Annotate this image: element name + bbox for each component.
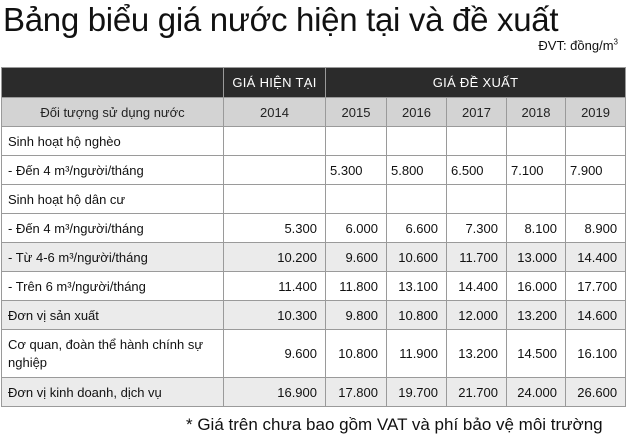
price-cell: 13.100 <box>387 272 447 301</box>
price-table <box>1 67 626 407</box>
unit-text: ĐVT: đồng/m <box>538 38 614 53</box>
table-body <box>2 127 626 407</box>
price-cell: 16.900 <box>224 378 326 407</box>
price-cell: 6.500 <box>447 156 507 185</box>
page-title: Bảng biểu giá nước hiện tại và đề xuất <box>3 1 559 38</box>
price-cell <box>326 185 387 214</box>
header-year: 2016 <box>387 98 447 127</box>
price-cell <box>447 127 507 156</box>
price-cell <box>566 185 626 214</box>
price-cell <box>224 185 326 214</box>
row-label: Cơ quan, đoàn thể hành chính sự nghiệp <box>2 330 224 378</box>
table-row <box>2 378 626 407</box>
price-cell: 14.400 <box>447 272 507 301</box>
row-label: - Đến 4 m³/người/tháng <box>2 156 224 185</box>
table-row <box>2 156 626 185</box>
price-cell: 21.700 <box>447 378 507 407</box>
header-subject: Đối tượng sử dụng nước <box>2 98 224 127</box>
table-row <box>2 127 626 156</box>
price-cell <box>507 127 566 156</box>
price-cell: 14.400 <box>566 243 626 272</box>
price-cell <box>224 156 326 185</box>
price-cell <box>224 127 326 156</box>
price-cell: 14.600 <box>566 301 626 330</box>
price-cell: 10.800 <box>387 301 447 330</box>
table-row <box>2 272 626 301</box>
price-cell: 14.500 <box>507 330 566 378</box>
price-cell: 16.000 <box>507 272 566 301</box>
unit-superscript: 3 <box>613 37 618 47</box>
unit-label <box>538 38 618 54</box>
header-blank-cell <box>2 68 224 98</box>
price-cell: 13.200 <box>507 301 566 330</box>
table-row <box>2 243 626 272</box>
price-cell: 10.300 <box>224 301 326 330</box>
price-cell: 13.000 <box>507 243 566 272</box>
price-cell: 24.000 <box>507 378 566 407</box>
price-cell: 10.800 <box>326 330 387 378</box>
price-cell <box>507 185 566 214</box>
header-year: 2018 <box>507 98 566 127</box>
price-cell <box>326 127 387 156</box>
header-current-price: GIÁ HIỆN TẠI <box>224 68 326 98</box>
price-table-container <box>0 67 626 407</box>
price-cell <box>447 185 507 214</box>
price-cell: 9.600 <box>326 243 387 272</box>
price-cell: 17.700 <box>566 272 626 301</box>
price-cell <box>566 127 626 156</box>
header-year: 2015 <box>326 98 387 127</box>
row-label: - Trên 6 m³/người/tháng <box>2 272 224 301</box>
price-cell: 11.900 <box>387 330 447 378</box>
price-cell: 7.300 <box>447 214 507 243</box>
price-cell: 5.800 <box>387 156 447 185</box>
price-cell <box>387 127 447 156</box>
price-cell: 12.000 <box>447 301 507 330</box>
table-row <box>2 330 626 378</box>
row-label: Sinh hoạt hộ nghèo <box>2 127 224 156</box>
price-cell: 11.800 <box>326 272 387 301</box>
price-cell: 6.600 <box>387 214 447 243</box>
price-cell: 11.400 <box>224 272 326 301</box>
price-cell: 5.300 <box>326 156 387 185</box>
price-cell: 9.800 <box>326 301 387 330</box>
price-cell: 19.700 <box>387 378 447 407</box>
price-cell: 9.600 <box>224 330 326 378</box>
price-cell: 8.100 <box>507 214 566 243</box>
row-label: - Từ 4-6 m³/người/tháng <box>2 243 224 272</box>
row-label: Đơn vị kinh doanh, dịch vụ <box>2 378 224 407</box>
row-label: Đơn vị sản xuất <box>2 301 224 330</box>
price-cell: 8.900 <box>566 214 626 243</box>
price-cell: 7.100 <box>507 156 566 185</box>
price-cell: 10.200 <box>224 243 326 272</box>
header-row-years <box>2 98 626 127</box>
row-label: - Đến 4 m³/người/tháng <box>2 214 224 243</box>
price-cell: 16.100 <box>566 330 626 378</box>
table-row <box>2 301 626 330</box>
price-cell: 26.600 <box>566 378 626 407</box>
price-cell <box>387 185 447 214</box>
header-proposed-price: GIÁ ĐỀ XUẤT <box>326 68 626 98</box>
price-cell: 17.800 <box>326 378 387 407</box>
header-row-groups <box>2 68 626 98</box>
price-cell: 10.600 <box>387 243 447 272</box>
header-year: 2017 <box>447 98 507 127</box>
price-cell: 11.700 <box>447 243 507 272</box>
price-cell: 7.900 <box>566 156 626 185</box>
price-cell: 5.300 <box>224 214 326 243</box>
table-row <box>2 214 626 243</box>
header-year: 2019 <box>566 98 626 127</box>
row-label: Sinh hoạt hộ dân cư <box>2 185 224 214</box>
table-row <box>2 185 626 214</box>
footnote: * Giá trên chưa bao gồm VAT và phí bảo vệ môi trường <box>186 415 603 434</box>
price-cell: 6.000 <box>326 214 387 243</box>
price-cell: 13.200 <box>447 330 507 378</box>
header-year: 2014 <box>224 98 326 127</box>
